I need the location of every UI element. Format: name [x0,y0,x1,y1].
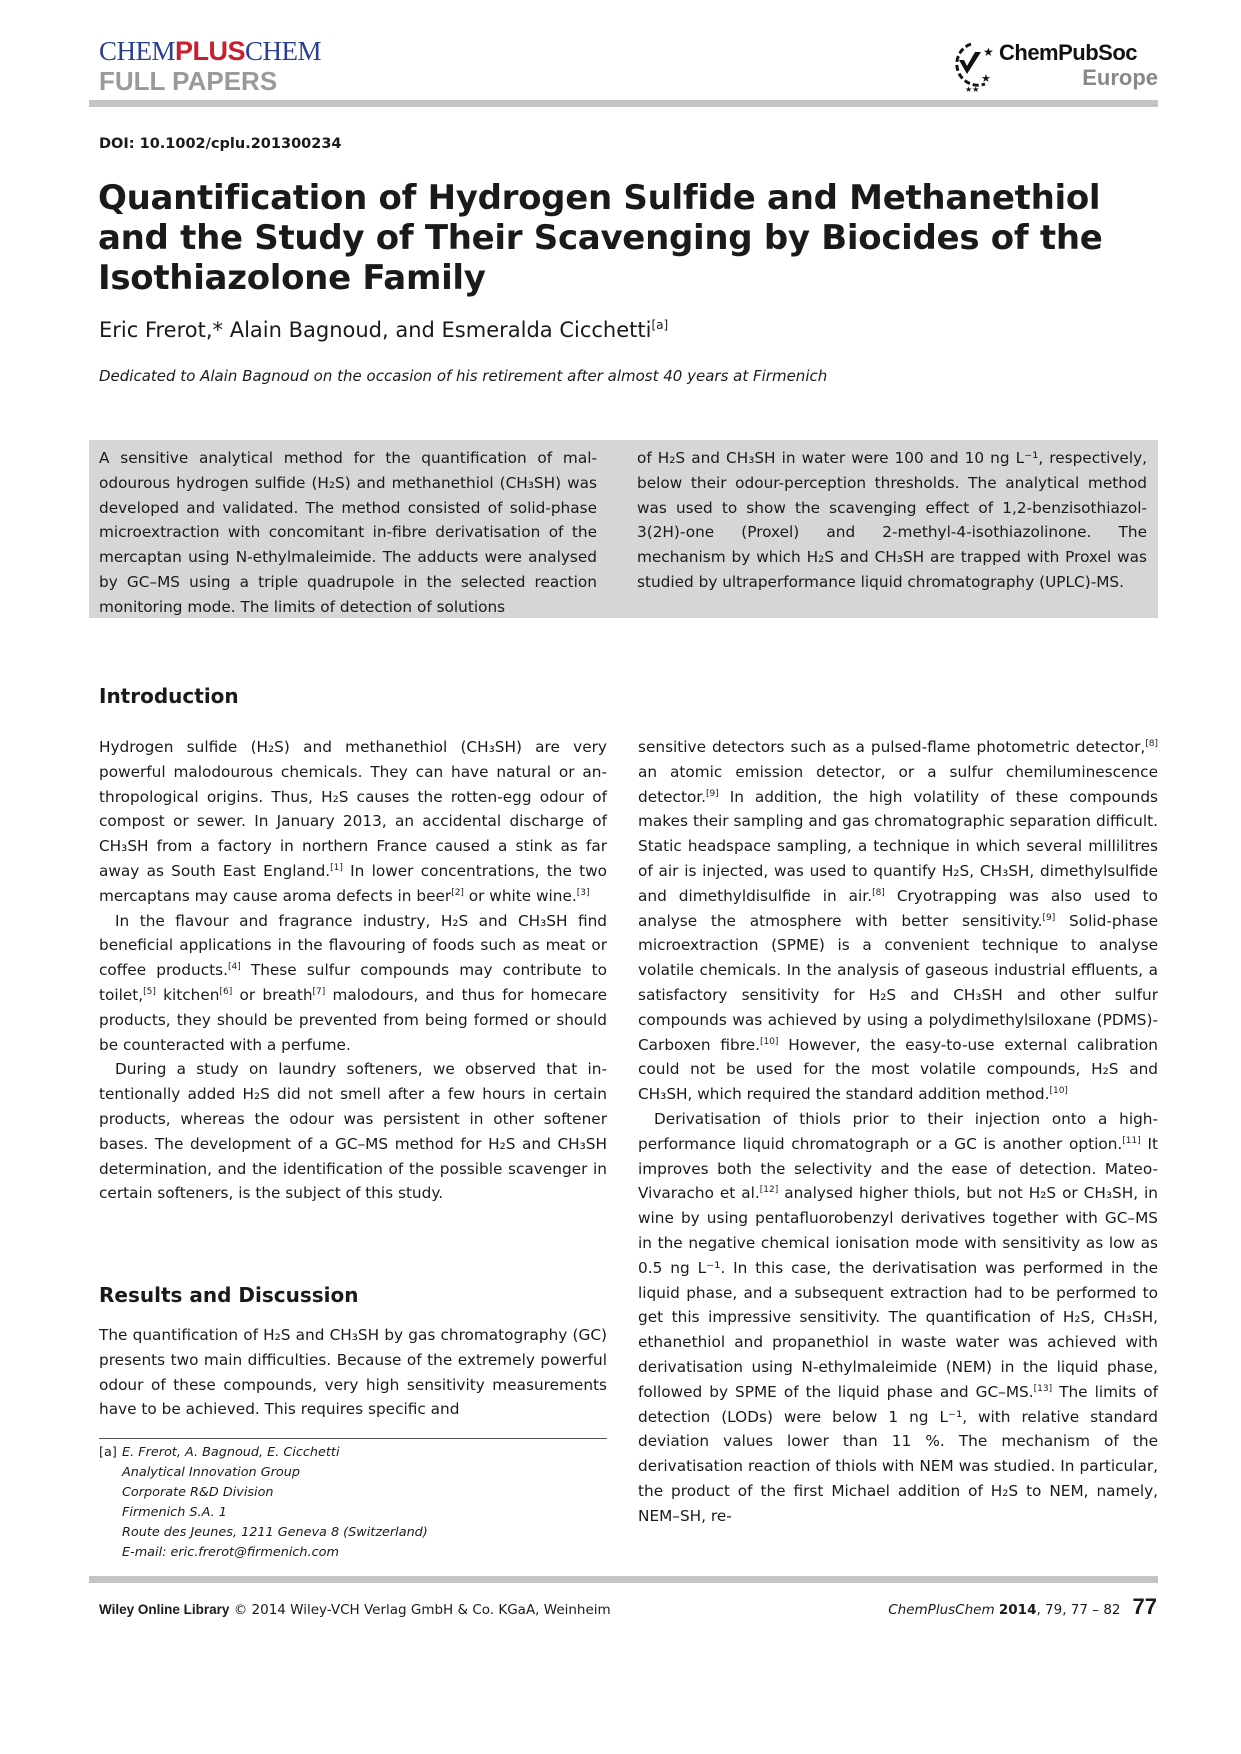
reference-marker[interactable]: [8] [1145,738,1158,749]
svg-text:★: ★ [983,45,994,59]
reference-marker[interactable]: [3] [576,887,590,898]
footer-left [99,1602,611,1618]
wiley-online-library-link[interactable]: Wiley Online Library [99,1602,230,1617]
reference-marker[interactable]: [5] [143,986,156,997]
footnote-line: Analytical Innovation Group [122,1465,300,1480]
star-circle-logo-icon [945,38,997,94]
svg-text:★: ★ [981,72,991,85]
svg-text:★★: ★★ [965,85,980,94]
footnote-line: E. Frerot, A. Bagnoud, E. Cicchetti [122,1445,340,1460]
paragraph: During a study on laundry softeners, we observed that intentionally added H₂S did not smell after a few hours in certain products, whereas the odour was persistent in other softener bases. The development of a GC–MS method for H₂S and CH₃SH determination, and the identification of the possible scavenger in certain softeners, is the subject of this study. [99,1060,607,1203]
citation-volume-pages: , 79, 77 – 82 [1036,1602,1121,1618]
footnote-line: Route des Jeunes, 1211 Geneva 8 (Switzerland) [122,1525,428,1540]
journal-name-part: PLUS [175,36,246,66]
results-body [99,1323,607,1422]
section-label: FULL PAPERS [99,66,278,96]
abstract [89,440,1158,618]
abstract-right: of H₂S and CH₃SH in water were 100 and 10 ng L⁻¹, respectively, below their odour-perception thresholds. The analytical method was used to show the scavenging effect of 1,2-benzisothiazol-3(2H)-one (Proxel) and 2-methyl-4-isothiazolinone. The mechanism by which H₂S and CH₃SH are trapped with Proxel was studied by ultraperformance liquid chromatography (UPLC)-MS. [637,449,1147,591]
paragraph: sensitive detectors such as a pulsed-flame photometric detector,[8] an atomic emission detector, or a sulfur chemiluminescence detector.[9] In addition, the high volatility of these compounds makes their sampling and gas chromatographic separation difficult. Static headspace sampling, a technique in which several millilitres of air is injected, was used to quantify H₂S, CH₃SH, dimethylsulfide and dimethyldisulfide in air.[8] Cryotrapping was also used to analyse the atmosphere with better sensitivity.[9] Solid-phase microextraction (SPME) is a convenient technique to analyse volatile chemicals. In the analysis of gaseous industrial effluents, a satisfactory sensitivity for H₂S and CH₃SH and other sulfur compounds was achieved by using a polydimethylsiloxane (PDMS)-Carboxen fibre.[10] However, the easy-to-use external calibration could not be used for the most volatile compounds, H₂S and CH₃SH, which required the standard addition method.[10] [638,738,1158,1104]
reference-marker[interactable]: [2] [451,887,464,898]
reference-marker[interactable]: [4] [227,962,241,973]
copyright: © 2014 Wiley-VCH Verlag GmbH & Co. KGaA, Weinheim [233,1602,611,1618]
publisher-logo-line1: ChemPubSoc [999,40,1138,65]
footnote-email[interactable]: E-mail: eric.frerot@firmenich.com [122,1545,339,1560]
affiliation-footnote [99,1443,428,1563]
footnote-line: Firmenich S.A. 1 [122,1505,227,1520]
paragraph: The quantification of H₂S and CH₃SH by gas chromatography (GC) presents two main difficulties. Because of the extremely powerful odour of these compounds, very high sensitivity measurements have to be achieved. This requires specific and [99,1326,607,1419]
article-title: Quantification of Hydrogen Sulfide and Methanethiol and the Study of Their Scavenging by Biocides of the Isothiazolone Family [98,178,1103,298]
reference-marker[interactable]: [10] [759,1036,779,1047]
footer-rule [89,1576,1158,1583]
citation-year: 2014 [998,1602,1037,1618]
reference-marker[interactable]: [13] [1033,1383,1053,1394]
reference-marker[interactable]: [9] [1042,912,1056,923]
publisher-logo [945,38,1160,94]
journal-name-part: CHEM [245,36,322,66]
abstract-left: A sensitive analytical method for the quantification of malodourous hydrogen sulfide (H₂S) and methanethiol (CH₃SH) was developed and validated. The method consisted of solid-phase microextraction with concomitant in-fibre derivatisation of the mercaptan using N-ethylmaleimide. The adducts were analysed by GC–MS using a triple quadrupole in the selected reaction monitoring mode. The limits of detection of solutions [99,449,597,616]
section-heading-results: Results and Discussion [99,1283,359,1307]
paragraph: Hydrogen sulfide (H₂S) and methanethiol (CH₃SH) are very powerful malodourous chemicals. They can have natural or anthropological origins. Thus, H₂S causes the rotten-egg odour of compost or sewer. In January 2013, an accidental discharge of CH₃SH from a factory in northern France caused a stink as far away as South East England.[1] In lower concentrations, the two mercaptans may cause aroma defects in beer[2] or white wine.[3] [99,738,607,905]
paragraph: Derivatisation of thiols prior to their injection onto a high-performance liquid chromatograph or a GC is another option.[11] It improves both the selectivity and the ease of detection. Mateo-Vivaracho et al.[12] analysed higher thiols, but not H₂S or CH₃SH, in wine by using pentafluorobenzyl derivatives together with GC–MS in the negative chemical ionisation mode with sensitivity as low as 0.5 ng L⁻¹. In this case, the derivatisation was performed in the liquid phase, and a subsequent extraction had to be performed to get this impressive sensitivity. The quantification of H₂S, CH₃SH, ethanethiol and propanethiol in waste water was achieved with derivatisation using N-ethylmaleimide (NEM) in the liquid phase, followed by SPME of the liquid phase and GC–MS.[13] The limits of detection (LODs) were below 1 ng L⁻¹, with relative standard deviation values lower than 11 %. The mechanism of the derivatisation reaction of thiols with NEM was studied. In particular, the product of the first Michael addition of H₂S to NEM, namely, NEM–SH, re- [638,1109,1158,1525]
reference-marker[interactable]: [10] [1049,1086,1068,1097]
journal-name-part: CHEM [99,36,176,66]
footnote-line: Corporate R&D Division [122,1485,274,1500]
dedication: Dedicated to Alain Bagnoud on the occasion of his retirement after almost 40 years at Firmenich [99,367,828,385]
authors [99,318,668,342]
doi: DOI: 10.1002/cplu.201300234 [99,136,342,152]
paragraph: In the flavour and fragrance industry, H₂S and CH₃SH find beneficial applications in the flavouring of foods such as meat or coffee products.[4] These sulfur compounds may contribute to toilet,[5] kitchen[6] or breath[7] malodours, and thus for homecare products, they should be prevented from being formed or should be counteracted with a perfume. [99,911,608,1054]
author-names: Eric Frerot,* Alain Bagnoud, and Esmeralda Cicchetti [99,318,652,342]
affiliation-mark: [a] [651,318,669,332]
publisher-logo-line2: Europe [1082,65,1158,90]
reference-marker[interactable]: [1] [330,862,343,873]
footer-right [888,1594,1157,1620]
footnote-rule [99,1438,607,1439]
footnote-label: [a] [99,1445,117,1460]
reference-marker[interactable]: [11] [1122,1135,1141,1146]
reference-marker[interactable]: [8] [872,887,885,898]
journal-name [99,36,321,67]
right-column-body [638,735,1158,1529]
citation-journal: ChemPlusChem [888,1602,995,1618]
header-rule [89,100,1158,107]
reference-marker[interactable]: [12] [759,1185,779,1196]
introduction-body [99,735,607,1206]
citation [888,1602,1120,1618]
reference-marker[interactable]: [6] [219,986,233,997]
page-number: 77 [1132,1594,1157,1619]
section-heading-introduction: Introduction [99,684,239,708]
reference-marker[interactable]: [7] [312,986,326,997]
reference-marker[interactable]: [9] [706,788,719,799]
